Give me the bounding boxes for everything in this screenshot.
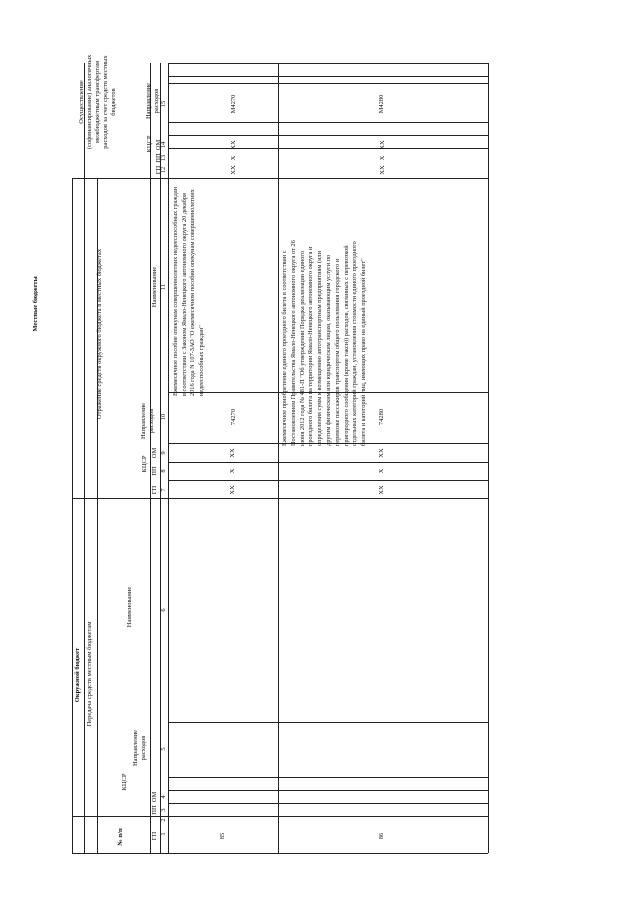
om-header-1: ОМ [151,791,158,803]
peredacha-header: Передача средств местным бюджетам [86,621,93,727]
col-num-8: 8 [160,469,167,473]
row-85-dir-mest: 74270 [230,408,237,426]
row-86-om2: XX [379,140,386,150]
row-86-om: XX [378,448,385,458]
row-86-num: 86 [378,832,385,840]
col-divider [168,803,488,804]
naimenovanie-header-2: Наименование [151,266,158,308]
col-num-6: 6 [160,608,167,612]
napravlenie-header-1: Направление расходов [132,729,147,767]
pp-header-1: ПП [151,805,158,815]
row-85-pp2: X [230,155,237,161]
row-86-dir-mest: 74280 [378,408,385,426]
row-85-pp: X [229,468,236,474]
row-86-dir-osush: М4280 [378,94,385,114]
pp-header-3: ПП [155,153,162,163]
col-num-1: 1 [160,832,167,836]
pp-header-2: ПП [151,466,158,476]
om-header-3: ОМ [155,139,162,151]
col-divider [168,148,488,149]
row-85-gp: XX [229,485,236,495]
section-divider [72,178,488,179]
mest-budgets-header: Местные бюджеты [32,276,39,332]
naimenovanie-header-1: Наименование [126,586,133,628]
row-85-dir-osush: М4270 [230,94,237,114]
row-86-pp2: X [379,155,386,161]
col-num-14: 14 [160,141,167,149]
table-border-right [488,63,489,853]
col-num-2: 2 [160,818,167,822]
napravlenie-header-3: Направление расходов [145,82,160,120]
row-85-om: XX [229,448,236,458]
section-divider [72,498,488,499]
row-86-pp: X [378,468,385,474]
col-divider [168,83,488,84]
col-divider [168,777,488,778]
col-divider [168,790,488,791]
col-divider [168,722,488,723]
row-85-num: 85 [219,832,226,840]
col-num-3: 3 [160,808,167,812]
row-divider-85-86 [278,63,279,853]
row-86-gp: XX [378,485,385,495]
col-num-12: 12 [160,166,167,174]
col-divider [168,462,488,463]
col-num-9: 9 [160,451,167,455]
col-num-5: 5 [160,747,167,751]
table-border-left [72,178,73,853]
col-num-4: 4 [160,795,167,799]
header-divider [168,63,169,853]
row-85-name: Ежемесячное пособие опекунам совершеннолетних недееспособных граждан в соответствии с Законом Ямало-Ненецкого автономного округа 20 декабря 2016 года N 107-ЗАО "О ежемесячном пособии опекунам совершеннолетних недееспособных граждан" [172,186,205,396]
okr-budget-header: Окружной бюджет [74,647,81,703]
om-header-2: ОМ [151,447,158,459]
col-num-11: 11 [160,283,167,291]
row-85-gp2: XX [230,165,237,175]
col-num-15: 15 [160,100,167,108]
row-86-gp2: XX [379,165,386,175]
num-header: № п/п [117,828,124,846]
table-border-top [168,63,488,64]
kcsr-header-2: КЦСР [141,455,148,473]
kcsr-header-1: КЦСР [121,773,128,791]
col-divider [168,480,488,481]
gp-header-3: ГП [155,165,162,175]
kcsr-header-3: КЦСР [146,135,153,153]
col-divider [168,135,488,136]
col-num-10: 10 [160,413,167,421]
row-85-om2: XX [230,140,237,150]
col-divider [168,76,488,77]
gp-header-1: ГП [151,831,158,841]
napravlenie-header-2: Направление расходов [140,402,155,440]
gp-header-2: ГП [151,485,158,495]
col-divider [168,122,488,123]
osushchestvlenie-header: Осуществление (софинансирование) аналогичных межбюджетным трансфертам расходов за счет средств местных бюджетов [78,54,117,150]
header-divider [84,63,85,853]
col-divider [72,816,488,817]
col-num-13: 13 [160,154,167,162]
row-86-name: Ежемесячное приобретение единого проездного билета в соответствии с Постановлением Правительства Ямало-Ненецкого автономного округа от 26 июня 2012 года № 481-П "Об утверждении Порядка реализации единого проездного билета на территории Ямало-Ненецкого автономного округа и определения сумм к возмещению автотранспортным предприятиям (или другим физическим или юридическим лицам, оказывающим услуги по перевозке пассажиров транспортом общего пользования городского и пригородного сообщения (кроме такси)) расходов, связанных с перевозкой отдельных категорий граждан, установления стоимости единого проездного билета и категорий лиц, имеющих право на единый проездной билет" [281,240,368,446]
otrazhenie-header: Отражение средств окружного бюджета в местных бюджетах [96,248,103,420]
table-border-bottom [72,853,488,854]
col-num-7: 7 [160,488,167,492]
